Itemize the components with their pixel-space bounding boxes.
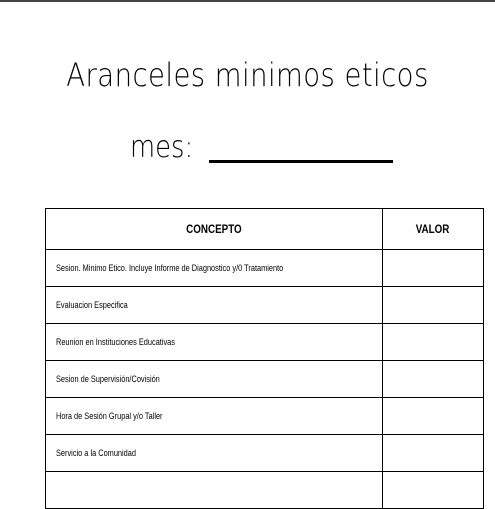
table-row [46, 435, 484, 472]
value-cell[interactable] [383, 435, 484, 472]
concept-cell [46, 398, 383, 435]
header-valor [383, 209, 484, 250]
top-border-line [0, 0, 495, 2]
concept-cell [46, 287, 383, 324]
header-concepto [46, 209, 383, 250]
value-cell[interactable] [383, 398, 484, 435]
value-cell[interactable] [383, 250, 484, 287]
concept-cell [46, 250, 383, 287]
header-concepto-label: CONCEPTO [186, 222, 242, 236]
table-row [46, 324, 484, 361]
concept-cell [46, 435, 383, 472]
concept-label: Sesion de Supervisión/Covisión [56, 374, 160, 384]
value-cell[interactable] [383, 361, 484, 398]
concept-cell [46, 324, 383, 361]
header-valor-label: VALOR [416, 222, 450, 236]
concept-cell [46, 472, 383, 509]
value-cell[interactable] [383, 472, 484, 509]
page-title: Aranceles minimos eticos [66, 56, 429, 94]
table-row [46, 472, 484, 509]
table-header-row [46, 209, 484, 250]
month-fill-line[interactable] [209, 160, 393, 163]
value-cell[interactable] [383, 287, 484, 324]
concept-label: Hora de Sesión Grupal y/o Taller [56, 411, 163, 421]
concept-label: Evaluacion Especifica [56, 300, 128, 310]
table-row [46, 250, 484, 287]
month-label: mes: [130, 130, 194, 165]
table-row [46, 361, 484, 398]
concept-label: Servicio a la Comunidad [56, 448, 137, 458]
table-row [46, 287, 484, 324]
rates-table [45, 208, 484, 509]
table-row [46, 398, 484, 435]
concept-label: Reunion en Instituciones Educativas [56, 337, 175, 347]
value-cell[interactable] [383, 324, 484, 361]
concept-cell [46, 361, 383, 398]
concept-label: Sesion. Minimo Etico. Incluye Informe de Diagnostico y/0 Tratamiento [56, 263, 284, 273]
